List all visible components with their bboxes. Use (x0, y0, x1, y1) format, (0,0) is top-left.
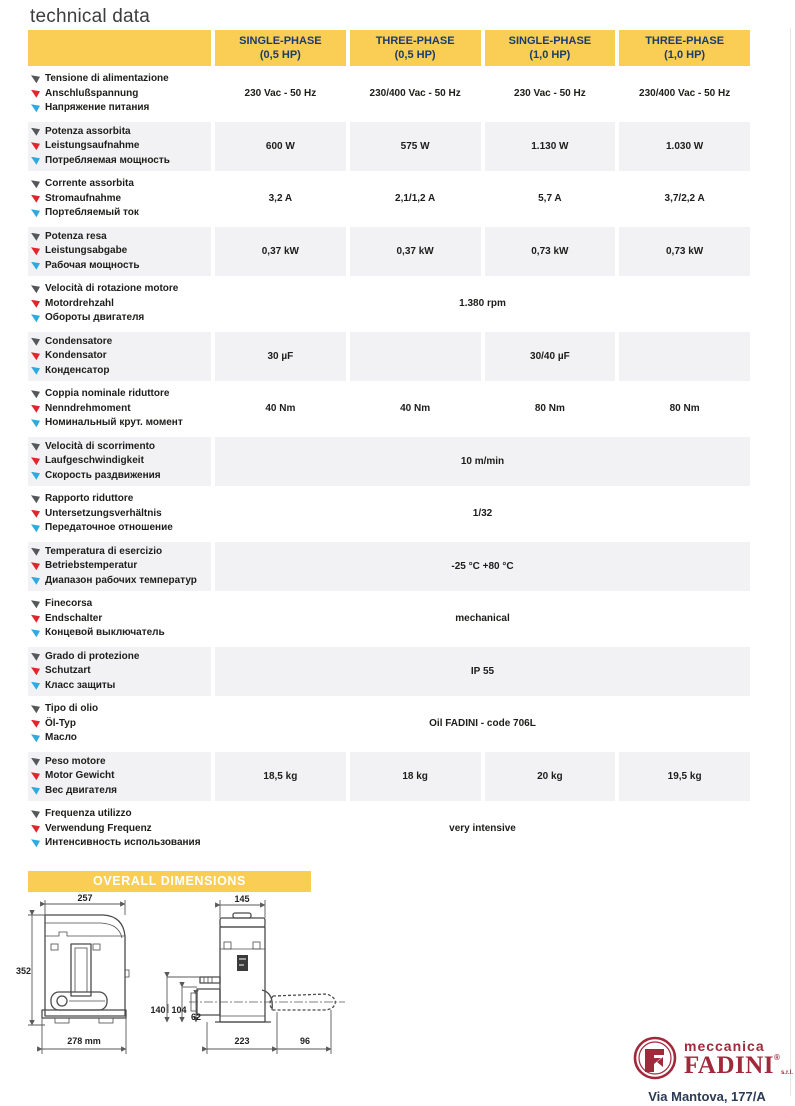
page-edge-line (790, 28, 791, 1096)
russian-marker-icon (31, 157, 40, 165)
russian-marker-icon (31, 682, 40, 690)
table-value-span: 1.380 rpm (459, 298, 506, 310)
row-label-line-it (31, 388, 209, 401)
row-label-text: Laufgeschwindigkeit (45, 455, 144, 466)
header-line2: (0,5 HP) (259, 49, 301, 61)
italian-marker-icon (31, 443, 40, 451)
side-view-drawing (150, 894, 345, 1054)
table-value-span: 10 m/min (215, 437, 750, 487)
table-value: 230/400 Vac - 50 Hz (369, 88, 461, 100)
row-label-line-it (31, 598, 209, 611)
row-label-line-de (31, 193, 209, 206)
row-label-text: Stromaufnahme (45, 192, 122, 204)
table-value: 230/400 Vac - 50 Hz (639, 88, 731, 100)
row-label (28, 594, 211, 644)
row-label-line-ru (31, 575, 209, 588)
russian-marker-icon (31, 524, 40, 532)
table-value: 0,37 kW (215, 227, 346, 277)
row-label-line-it (31, 703, 209, 716)
row-label-text: Tensione di alimentazione (45, 73, 169, 84)
row-label-line-it (31, 126, 209, 139)
row-label-text: Schutzart (45, 665, 91, 676)
russian-marker-icon (31, 314, 40, 322)
italian-marker-icon (31, 548, 40, 556)
table-value: 600 W (215, 122, 346, 172)
row-label-text: Рабочая мощность (45, 259, 140, 271)
logo-fadini-text: FADINI (684, 1051, 775, 1079)
row-label-text: Масло (45, 732, 77, 743)
row-label-text: Finecorsa (45, 598, 93, 609)
italian-marker-icon (31, 128, 40, 136)
row-label-line-it (31, 546, 209, 559)
row-label-text: Интенсивность использования (45, 837, 201, 848)
row-label-line-it (31, 73, 209, 86)
row-label-line-it (31, 756, 209, 769)
row-label-line-de (31, 613, 209, 626)
header-line2: (1,0 HP) (664, 49, 706, 61)
dim-front-width-bottom: 278 mm (67, 1036, 101, 1046)
row-label-text: Вес двигателя (45, 784, 118, 796)
row-label-line-it (31, 178, 209, 191)
table-value: 575 W (350, 122, 481, 172)
table-value: 2,1/1,2 A (395, 193, 436, 205)
row-label-text: Скорость раздвижения (45, 469, 161, 481)
row-label-text: Обороты двигателя (45, 312, 145, 323)
row-label-line-ru (31, 312, 209, 325)
german-marker-icon (31, 667, 40, 675)
table-header-single-phase-05hp (215, 30, 346, 66)
russian-marker-icon (31, 472, 40, 480)
fadini-logo (632, 1030, 793, 1086)
row-label (28, 279, 211, 329)
header-line2: (0,5 HP) (394, 49, 436, 61)
table-header-three-phase-10hp (619, 30, 750, 66)
row-label-line-ru (31, 680, 209, 693)
german-marker-icon (31, 142, 40, 150)
row-label-line-it (31, 336, 209, 349)
russian-marker-icon (31, 367, 40, 375)
table-value: 20 kg (485, 752, 616, 802)
row-label-line-de (31, 350, 209, 363)
row-label-text: Передаточное отношение (45, 522, 173, 533)
row-label-text: Velocità di scorrimento (45, 440, 156, 452)
page-title: technical data (30, 6, 151, 27)
table-header-empty (28, 30, 211, 66)
table-value: 80 Nm (669, 403, 700, 415)
row-label-text: Temperatura di esercizio (45, 545, 163, 557)
row-label-text: Anschlußspannung (45, 87, 139, 99)
italian-marker-icon (31, 810, 40, 818)
fadini-circle-emblem-icon (632, 1035, 678, 1081)
table-value-span: Oil FADINI - code 706L (429, 718, 536, 730)
table-value: 40 Nm (265, 403, 296, 415)
dim-side-62: 62 (190, 1012, 202, 1022)
row-label (28, 647, 211, 697)
logo-srl-text: s.r.l. (780, 1069, 793, 1076)
header-line1: THREE-PHASE (645, 34, 725, 47)
row-label-text: Corrente assorbita (45, 178, 134, 189)
table-value: 18,5 kg (215, 752, 346, 802)
russian-marker-icon (31, 577, 40, 585)
row-label-text: Напряжение питания (45, 102, 150, 113)
row-label-line-ru (31, 627, 209, 640)
row-label-text: Verwendung Frequenz (45, 822, 152, 834)
german-marker-icon (31, 457, 40, 465)
german-marker-icon (31, 195, 40, 203)
row-label (28, 384, 211, 434)
russian-marker-icon (31, 419, 40, 427)
row-label-line-it (31, 231, 209, 244)
russian-marker-icon (31, 839, 40, 847)
italian-marker-icon (31, 390, 40, 398)
row-label (28, 227, 211, 277)
row-label-text: Frequenza utilizzo (45, 808, 132, 819)
row-label-text: Концевой выключатель (45, 627, 165, 638)
table-value: 18 kg (350, 752, 481, 802)
table-value-span: -25 °C +80 °C (215, 542, 750, 592)
overall-dimensions-heading: OVERALL DIMENSIONS (28, 871, 311, 892)
table-value: 5,7 A (538, 193, 562, 205)
row-label-line-de (31, 298, 209, 311)
row-label-line-de (31, 140, 209, 153)
row-label-line-it (31, 808, 209, 821)
table-value (619, 332, 750, 382)
row-label-line-ru (31, 102, 209, 115)
row-label-text: Velocità di rotazione motore (45, 283, 179, 294)
italian-marker-icon (31, 600, 40, 608)
row-label-text: Номинальный крут. момент (45, 417, 183, 428)
row-label-text: Tipo di olio (45, 703, 99, 714)
row-label-text: Grado di protezione (45, 650, 140, 662)
row-label-line-de (31, 770, 209, 783)
dim-side-223: 223 (234, 1036, 250, 1046)
row-label-text: Портебляемый ток (45, 207, 139, 218)
russian-marker-icon (31, 629, 40, 637)
row-label (28, 122, 211, 172)
row-label-text: Coppia nominale riduttore (45, 388, 170, 399)
table-value: 80 Nm (534, 403, 565, 415)
russian-marker-icon (31, 209, 40, 217)
russian-marker-icon (31, 734, 40, 742)
row-label-line-ru (31, 260, 209, 273)
header-line1: SINGLE-PHASE (508, 34, 592, 47)
row-label-line-ru (31, 470, 209, 483)
table-value: 19,5 kg (619, 752, 750, 802)
row-label-text: Потребляемая мощность (45, 154, 170, 166)
russian-marker-icon (31, 104, 40, 112)
table-value: 30 µF (215, 332, 346, 382)
row-label-text: Конденсатор (45, 364, 110, 376)
table-value: 0,73 kW (485, 227, 616, 277)
row-label (28, 69, 211, 119)
fadini-emblem-mark (237, 955, 248, 971)
german-marker-icon (31, 405, 40, 413)
italian-marker-icon (31, 653, 40, 661)
german-marker-icon (31, 247, 40, 255)
row-label (28, 437, 211, 487)
row-label-line-ru (31, 417, 209, 430)
row-label-text: Motordrehzahl (45, 297, 114, 309)
row-label (28, 174, 211, 224)
german-marker-icon (31, 720, 40, 728)
overall-dimensions-drawing (15, 892, 350, 1072)
logo-meccanica-text: meccanica (684, 1037, 765, 1054)
footer-address-clipped (622, 1088, 792, 1104)
row-label-line-it (31, 651, 209, 664)
german-marker-icon (31, 352, 40, 360)
table-value: 30/40 µF (485, 332, 616, 382)
row-label (28, 332, 211, 382)
row-label-text: Leistungsaufnahme (45, 140, 140, 151)
italian-marker-icon (31, 758, 40, 766)
table-value: 0,37 kW (350, 227, 481, 277)
row-label (28, 804, 211, 854)
russian-marker-icon (31, 787, 40, 795)
table-value-span: IP 55 (215, 647, 750, 697)
row-label-line-de (31, 718, 209, 731)
row-label-text: Класс защиты (45, 679, 116, 691)
row-label-text: Untersetzungsverhältnis (45, 507, 162, 519)
table-value: 230 Vac - 50 Hz (514, 88, 586, 100)
row-label-text: Nenndrehmoment (45, 402, 131, 414)
row-label-line-de (31, 88, 209, 101)
logo-registered-mark: ® (774, 1052, 780, 1062)
row-label-line-ru (31, 522, 209, 535)
italian-marker-icon (31, 705, 40, 713)
row-label-line-de (31, 665, 209, 678)
row-label-text: Диапазон рабочих температур (45, 574, 197, 586)
row-label-text: Motor Gewicht (45, 770, 115, 781)
table-value-span: 1/32 (472, 508, 493, 520)
row-label (28, 542, 211, 592)
row-label-text: Potenza resa (45, 230, 107, 242)
table-value: 1.030 W (619, 122, 750, 172)
table-value (350, 332, 481, 382)
row-label-line-ru (31, 785, 209, 798)
italian-marker-icon (31, 75, 40, 83)
header-line2: (1,0 HP) (529, 49, 571, 61)
table-value: 230 Vac - 50 Hz (244, 88, 317, 100)
german-marker-icon (31, 510, 40, 518)
table-value-span: very intensive (449, 823, 516, 835)
row-label-line-de (31, 455, 209, 468)
row-label-line-ru (31, 732, 209, 745)
row-label-line-it (31, 441, 209, 454)
row-label-line-de (31, 245, 209, 258)
row-label-line-ru (31, 365, 209, 378)
italian-marker-icon (31, 338, 40, 346)
italian-marker-icon (31, 285, 40, 293)
row-label-text: Condensatore (45, 335, 113, 347)
row-label-text: Potenza assorbita (45, 125, 131, 137)
row-label-text: Endschalter (45, 612, 103, 624)
footer-address-text: Via Mantova, 177/A (648, 1089, 766, 1104)
row-label-text: Kondensator (45, 350, 107, 361)
row-label (28, 489, 211, 539)
row-label-line-ru (31, 155, 209, 168)
dim-front-width-top: 257 (77, 893, 93, 903)
dim-side-140: 140 (150, 1005, 166, 1015)
row-label-text: Rapporto riduttore (45, 493, 134, 504)
german-marker-icon (31, 562, 40, 570)
row-label-line-ru (31, 837, 209, 850)
header-line1: SINGLE-PHASE (239, 34, 322, 47)
dim-front-height: 352 (16, 966, 32, 976)
row-label-line-it (31, 283, 209, 296)
table-value: 0,73 kW (619, 227, 750, 277)
row-label-line-ru (31, 207, 209, 220)
technical-data-table (28, 30, 750, 854)
table-value: 40 Nm (400, 403, 431, 415)
row-label-text: Öl-Typ (45, 717, 76, 729)
table-value: 1.130 W (485, 122, 616, 172)
row-label-line-de (31, 403, 209, 416)
german-marker-icon (31, 772, 40, 780)
german-marker-icon (31, 615, 40, 623)
front-view-drawing (16, 893, 129, 1054)
row-label (28, 699, 211, 749)
german-marker-icon (31, 90, 40, 98)
dim-side-104: 104 (171, 1005, 187, 1015)
row-label-line-de (31, 823, 209, 836)
row-label-line-it (31, 493, 209, 506)
italian-marker-icon (31, 495, 40, 503)
dim-side-width-top: 145 (234, 894, 250, 904)
italian-marker-icon (31, 180, 40, 188)
row-label-text: Leistungsabgabe (45, 245, 128, 256)
table-value: 3,2 A (268, 193, 293, 205)
row-label-text: Betriebstemperatur (45, 560, 138, 571)
row-label (28, 752, 211, 802)
italian-marker-icon (31, 233, 40, 241)
header-line1: THREE-PHASE (375, 34, 455, 47)
row-label-line-de (31, 560, 209, 573)
german-marker-icon (31, 300, 40, 308)
dim-side-96: 96 (299, 1036, 311, 1046)
table-header-three-phase-05hp (350, 30, 481, 66)
table-value: 3,7/2,2 A (664, 193, 705, 205)
table-value-span: mechanical (455, 613, 510, 625)
table-header-single-phase-10hp (485, 30, 616, 66)
german-marker-icon (31, 825, 40, 833)
row-label-text: Peso motore (45, 755, 106, 767)
russian-marker-icon (31, 262, 40, 270)
row-label-line-de (31, 508, 209, 521)
